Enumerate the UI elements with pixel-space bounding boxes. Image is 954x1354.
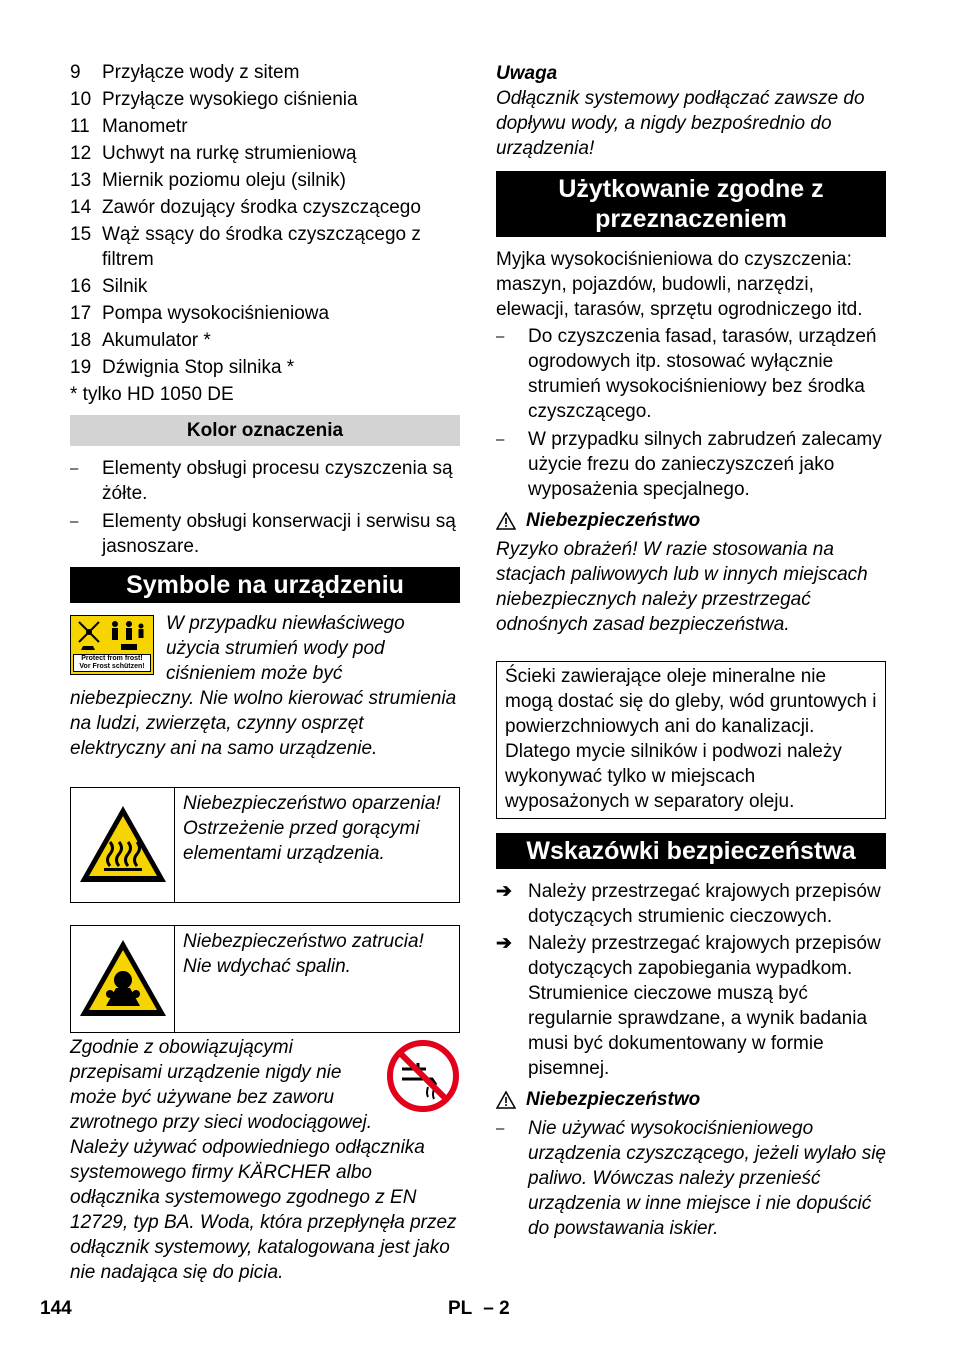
list-item: – Elementy obsługi procesu czyszczenia są żółte.	[70, 458, 453, 504]
label-line: Vor Frost schützen!	[79, 663, 145, 670]
arrow-icon: ➔	[496, 933, 512, 954]
section-number: – 2	[483, 1298, 510, 1319]
warning-triangle-icon	[496, 512, 516, 530]
arrow-icon: ➔	[496, 881, 512, 902]
list-item: – Nie używać wysokociśnieniowego urządzenia czyszczącego, jeżeli wylało się paliwo. Wówczas należy przenieść urządzenia w inne miejsce i nie dopuścić do powstawania iskier.	[496, 1118, 886, 1239]
list-item: 17 Pompa wysokociśnieniowa	[70, 303, 330, 324]
list-item: – W przypadku silnych zabrudzeń zalecamy użycie frezu do zanieczyszczeń jako wyposażenia specjalnego.	[496, 429, 882, 500]
language-code: PL	[448, 1298, 472, 1319]
list-item: 18 Akumulator *	[70, 330, 211, 351]
note-label: Uwaga	[496, 63, 558, 84]
danger-text: Ryzyko obrażeń! W razie stosowania na stacjach paliwowych lub w innych miejscach niebezpiecznych należy przestrzegać odnośnych zasad bezpieczeństwa.	[496, 539, 868, 635]
pic-cell	[71, 926, 175, 1032]
color-list	[70, 456, 460, 559]
warning-triangle-icon	[496, 1091, 516, 1109]
list-item: 13 Miernik poziomu oleju (silnik)	[70, 170, 346, 191]
poison-warning-text: Niebezpieczeństwo zatrucia! Nie wdychać spalin.	[183, 931, 424, 977]
usage-text: Myjka wysokociśnieniowa do czyszczenia: maszyn, pojazdów, budowli, narzędzi, elewacji, tarasów, sprzętu ogrodniczego itd.	[496, 249, 863, 320]
symbol-paragraph	[70, 611, 460, 761]
burn-warning-box	[70, 787, 460, 903]
usage-list	[496, 324, 886, 502]
footnote: * tylko HD 1050 DE	[70, 384, 234, 405]
page-number: 144	[40, 1298, 72, 1319]
dash-bullet: –	[496, 328, 505, 345]
list-item: 11 Manometr	[70, 116, 188, 137]
symbol-text: W przypadku niewłaściwego użycia strumień wody pod ciśnieniem może być niebezpieczny. Nie wolno kierować strumienia na ludzi, zwierzęta, czynny osprzęt elektryczny ani na samo urządzenie.	[70, 613, 457, 759]
right-column	[496, 58, 886, 1244]
list-item: ➔ Należy przestrzegać krajowych przepisów dotyczących zapobiegania wypadkom. Strumienice cieczowe muszą być regularnie sprawdzane, a wynik badania musi być dokumentowany w formie pisemnej.	[496, 933, 881, 1079]
usage-heading: Użytkowanie zgodne z przeznaczeniem	[496, 171, 886, 237]
backflow-text: Zgodnie z obowiązującymi przepisami urządzenie nigdy nie może być używane bez zaworu zwrotnego przy sieci wodociągowej. Należy używać odpowiedniego odłącznika systemowego firmy KÄRCHER albo odłącznika systemowego zgodnego z EN 12729, typ BA. Woda, która przepłynęła przez odłącznik systemowy, katalogowana jest jako nie nadająca się do picia.	[70, 1037, 457, 1283]
footer-section	[448, 1296, 510, 1321]
danger-heading	[496, 1087, 886, 1112]
symbols-heading: Symbole na urządzeniu	[70, 567, 460, 603]
list-item: 16 Silnik	[70, 276, 148, 297]
hot-surface-icon	[76, 802, 170, 888]
danger-label: Niebezpieczeństwo	[526, 1089, 701, 1110]
list-item: ➔ Należy przestrzegać krajowych przepisów dotyczących strumienic cieczowych.	[496, 881, 881, 927]
no-spray-people-icon	[71, 616, 153, 652]
dash-bullet: –	[496, 431, 505, 448]
list-item: – Do czyszczenia fasad, tarasów, urządzeń ogrodowych itp. stosować wyłącznie strumień wysokociśnieniowy bez środka czyszczącego.	[496, 326, 877, 422]
label-line: Protect from frost!	[81, 655, 143, 662]
left-column	[70, 58, 460, 1285]
no-jet-label-icon	[70, 615, 154, 675]
list-item: 12 Uchwyt na rurkę strumieniową	[70, 143, 357, 164]
list-item: 19 Dźwignia Stop silnika *	[70, 357, 295, 378]
dash-bullet: –	[70, 513, 79, 530]
safety-list	[496, 879, 886, 1081]
environment-box: Ścieki zawierające oleje mineralne nie mogą dostać się do gleby, wód gruntowych i powierzchniowych ani do kanalizacji. Dlatego mycie silników i podwozi należy wykonywać tylko w miejscach wyposażonych w separatory oleju.	[496, 661, 886, 819]
safety-heading: Wskazówki bezpieczeństwa	[496, 833, 886, 869]
list-item: 9 Przyłącze wody z sitem	[70, 62, 300, 83]
pic-cell	[71, 788, 175, 902]
note-text: Odłącznik systemowy podłączać zawsze do dopływu wody, a nigdy bezpośrednio do urządzenia!	[496, 88, 865, 159]
poison-warning-box	[70, 925, 460, 1033]
toxic-fumes-icon	[76, 936, 170, 1022]
parts-list	[70, 60, 460, 380]
list-item: 15 Wąż ssący do środka czyszczącego z filtrem	[70, 224, 421, 270]
list-item: 10 Przyłącze wysokiego ciśnienia	[70, 89, 358, 110]
danger-list	[496, 1116, 886, 1241]
list-item: 14 Zawór dozujący środka czyszczącego	[70, 197, 421, 218]
burn-warning-text: Niebezpieczeństwo oparzenia! Ostrzeżenie przed gorącymi elementami urządzenia.	[183, 793, 441, 864]
color-heading: Kolor oznaczenia	[70, 415, 460, 446]
dash-bullet: –	[496, 1120, 505, 1137]
no-drinking-water-icon	[386, 1039, 460, 1113]
danger-heading	[496, 508, 886, 533]
dash-bullet: –	[70, 460, 79, 477]
list-item: – Elementy obsługi konserwacji i serwisu są jasnoszare.	[70, 511, 456, 557]
danger-label: Niebezpieczeństwo	[526, 510, 701, 531]
backflow-paragraph	[70, 1035, 460, 1285]
